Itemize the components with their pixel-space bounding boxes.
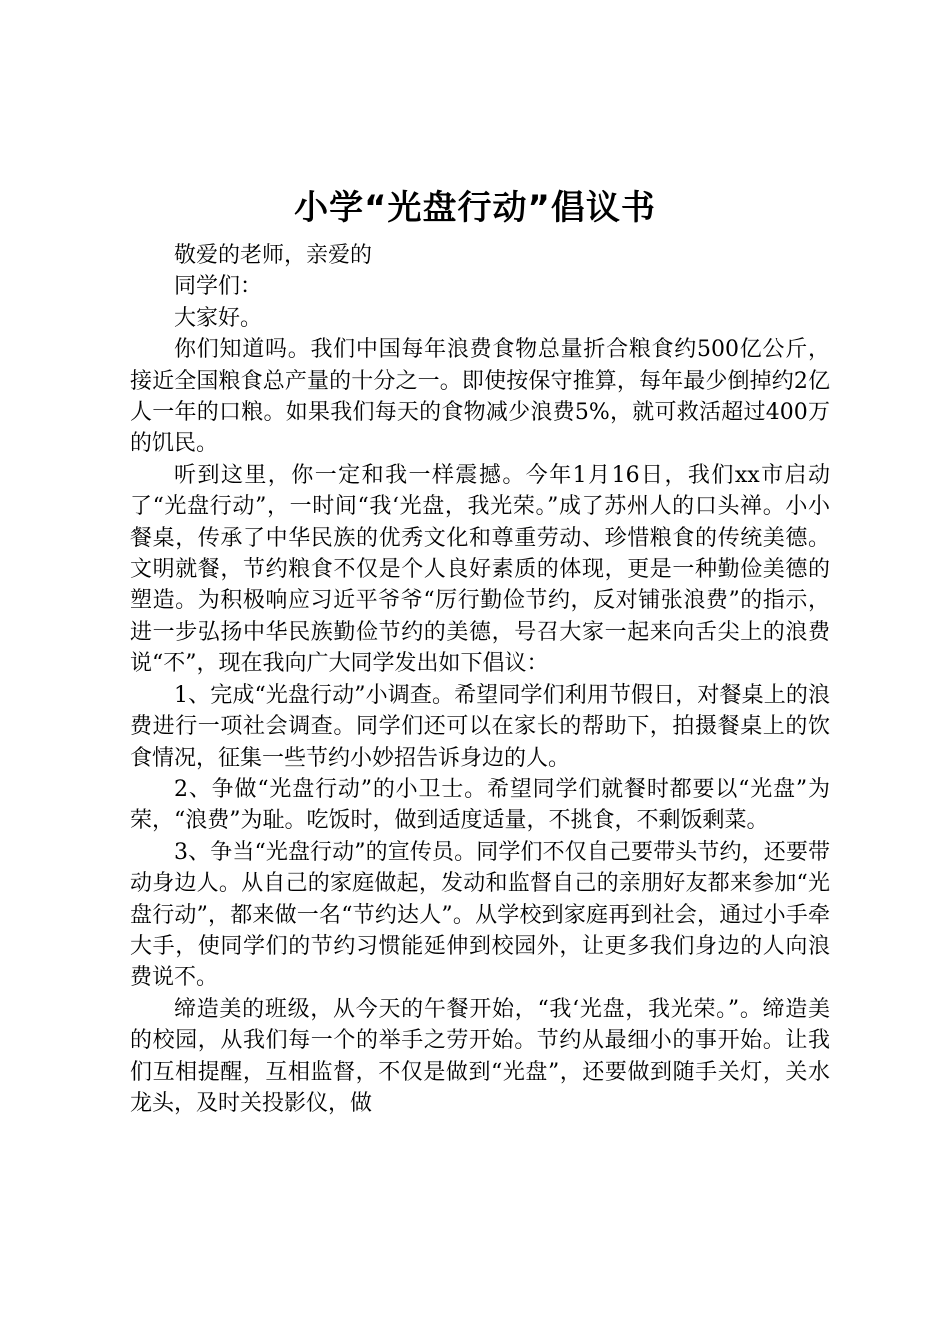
paragraph-intro: 你们知道吗。我们中国每年浪费食物总量折合粮食约500亿公斤，接近全国粮食总产量的十分之一。即使按保守推算，每年最少倒掉约2亿人一年的口粮。如果我们每天的食物减少浪费5%，就可救活超过400万的饥民。 — [130, 337, 830, 457]
salutation-line-2: 同学们： — [174, 274, 263, 300]
paragraph-context: 听到这里，你一定和我一样震撼。今年1月16日，我们xx市启动了“光盘行动”，一时间“我‘光盘，我光荣。”成了苏州人的口头禅。小小餐桌，传承了中华民族的优秀文化和尊重劳动、珍惜粮食的传统美德。文明就餐，节约粮食不仅是个人良好素质的体现，更是一种勤俭美德的塑造。为积极响应习近平爷爷“厉行勤俭节约，反对铺张浪费”的指示，进一步弘扬中华民族勤俭节约的美德，号召大家一起来向舌尖上的浪费说“不”，现在我向广大同学发出如下倡议： — [130, 462, 830, 677]
greeting: 大家好。 — [174, 305, 263, 331]
proposal-item-3: 3、争当“光盘行动”的宣传员。同学们不仅自己要带头节约，还要带动身边人。从自己的家庭做起，发动和监督自己的亲朋好友都来参加“光盘行动”，都来做一名“节约达人”。从学校到家庭再到社会，通过小手牵大手，使同学们的节约习惯能延伸到校园外，让更多我们身边的人向浪费说不。 — [130, 839, 830, 991]
proposal-item-2: 2、争做“光盘行动”的小卫士。希望同学们就餐时都要以“光盘”为荣，“浪费”为耻。吃饭时，做到适度适量，不挑食，不剩饭剩菜。 — [130, 776, 830, 834]
proposal-item-1: 1、完成“光盘行动”小调查。希望同学们利用节假日，对餐桌上的浪费进行一项社会调查。同学们还可以在家长的帮助下，拍摄餐桌上的饮食情况，征集一些节约小妙招告诉身边的人。 — [130, 682, 830, 771]
salutation-line-1: 敬爱的老师，亲爱的 — [174, 243, 373, 268]
paragraph-closing: 缔造美的班级，从今天的午餐开始，“我‘光盘，我光荣。”。缔造美的校园，从我们每一个的举手之劳开始。节约从最细小的事开始。让我们互相提醒，互相监督，不仅是做到“光盘”，还要做到随手关灯，关水龙头，及时关投影仪，做 — [130, 996, 830, 1116]
document-body — [130, 240, 830, 1119]
document-title: 小学“光盘行动”倡议书 — [294, 188, 656, 228]
